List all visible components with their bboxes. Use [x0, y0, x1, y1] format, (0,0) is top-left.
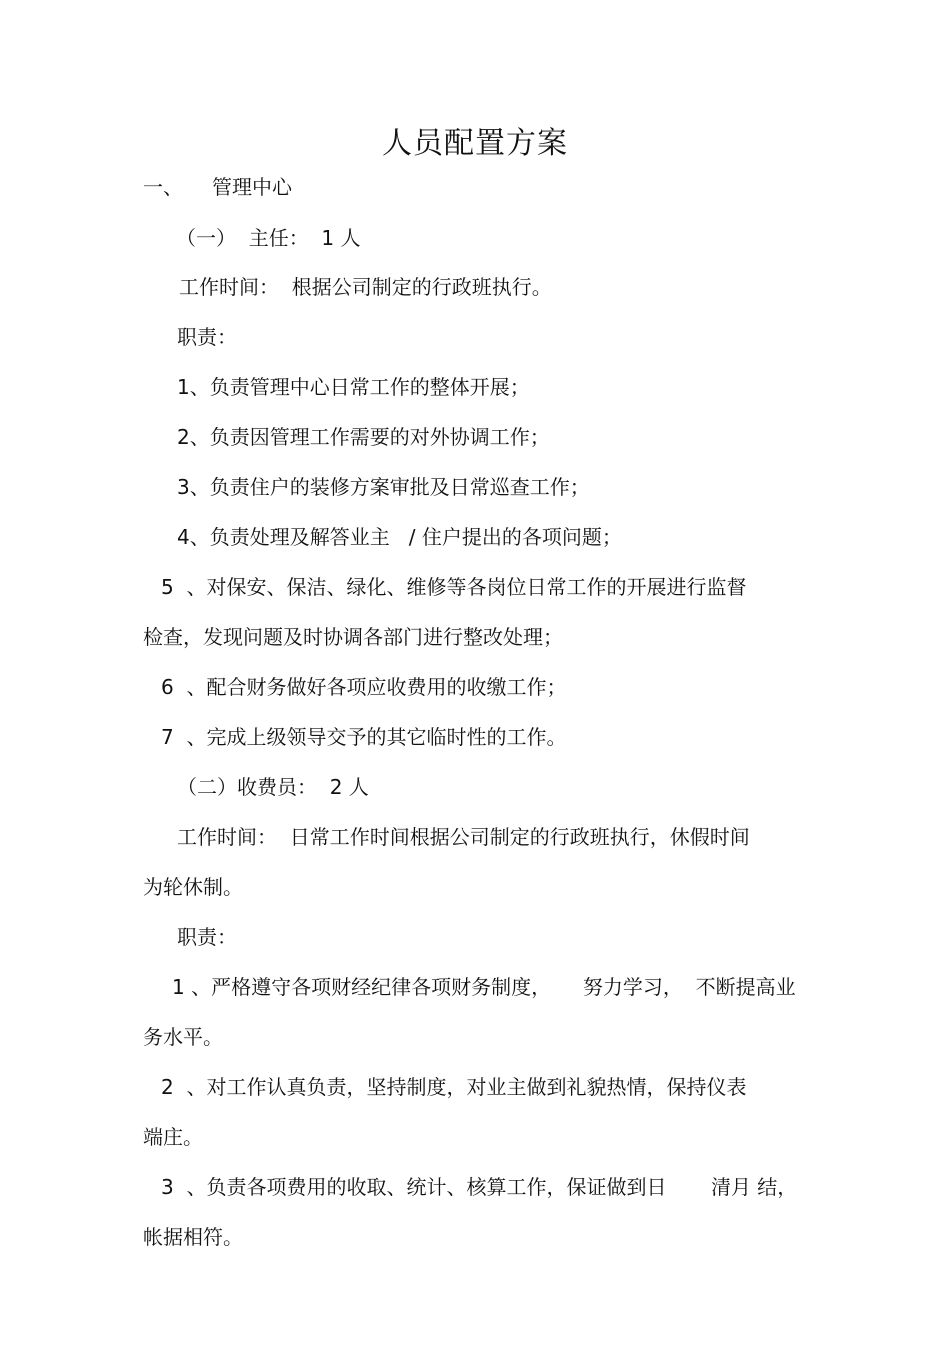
director-duty-item: 7 、完成上级领导交予的其它临时性的工作。 — [161, 725, 567, 749]
cashier-work-time: 工作时间： 日常工作时间根据公司制定的行政班执行，休假时间 — [177, 825, 750, 849]
cashier-duty-item: 2 、对工作认真负责，坚持制度，对业主做到礼貌热情，保持仪表 — [161, 1075, 747, 1099]
director-work-time: 工作时间： 根据公司制定的行政班执行。 — [179, 275, 552, 299]
cashier-heading: （二）收费员： 2 人 — [177, 775, 369, 799]
director-duty-item: 3、负责住户的装修方案审批及日常巡查工作； — [177, 475, 590, 499]
director-heading: （一） 主任： 1 人 — [176, 226, 361, 250]
director-duty-continuation: 检查，发现问题及时协调各部门进行整改处理； — [143, 625, 563, 649]
director-duty-item: 2、负责因管理工作需要的对外协调工作； — [177, 425, 550, 449]
cashier-duty-item: 3 、负责各项费用的收取、统计、核算工作，保证做到日 清月 结， — [161, 1175, 798, 1199]
cashier-work-time-continuation: 为轮休制。 — [143, 875, 243, 899]
cashier-duties-label: 职责： — [177, 925, 237, 949]
director-duty-item: 5 、对保安、保洁、绿化、维修等各岗位日常工作的开展进行监督 — [161, 575, 747, 599]
document-title: 人员配置方案 — [382, 126, 568, 161]
director-duty-item: 4、负责处理及解答业主 / 住户提出的各项问题； — [177, 525, 622, 549]
director-duties-label: 职责： — [177, 325, 237, 349]
cashier-duty-continuation: 务水平。 — [143, 1025, 223, 1049]
section-number: 一、 — [143, 175, 183, 199]
cashier-duty-item: 1 、严格遵守各项财经纪律各项财务制度， 努力学习， 不断提高业 — [172, 975, 796, 999]
cashier-duty-continuation: 帐据相符。 — [143, 1225, 243, 1249]
director-duty-item: 6 、配合财务做好各项应收费用的收缴工作； — [161, 675, 567, 699]
cashier-duty-continuation: 端庄。 — [143, 1125, 203, 1149]
section-heading: 管理中心 — [212, 175, 292, 199]
director-duty-item: 1、负责管理中心日常工作的整体开展； — [177, 375, 530, 399]
